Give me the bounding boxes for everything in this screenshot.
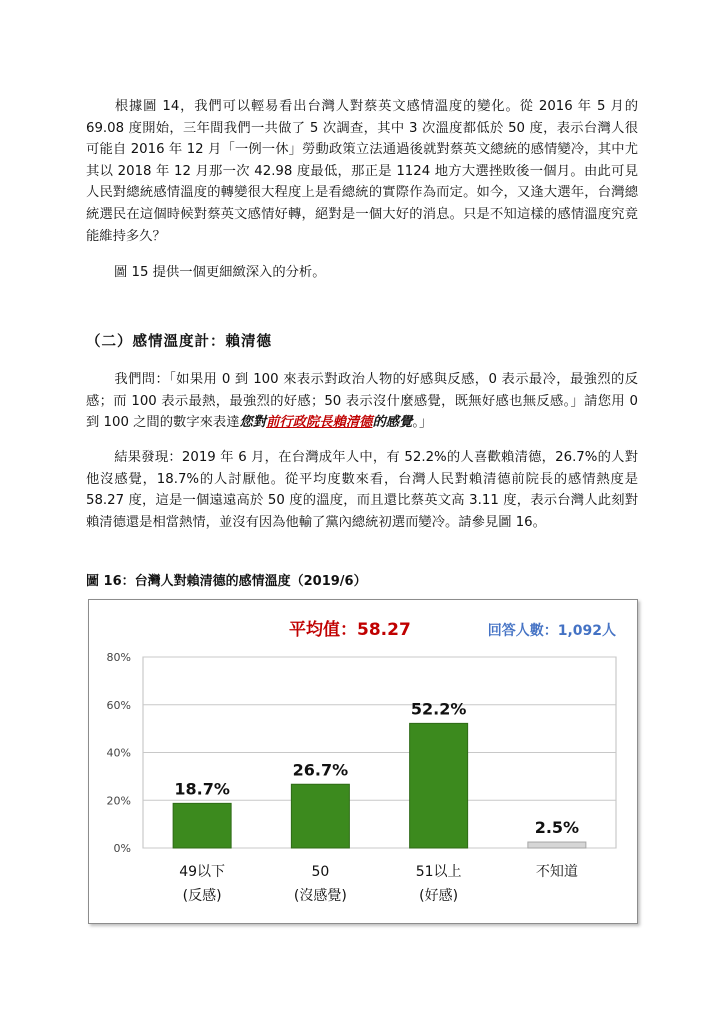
respondents-annotation: 回答人數：1,092人	[487, 623, 616, 639]
y-tick-label: 0%	[113, 842, 131, 855]
question-text: 我們問：「如果用 0 到 100 來表示對政治人物的好感與反感，0 表示最冷，最強烈的反感；而 100 表示最熱，最強烈的好感；50 表示沒什麼感覺，既無好感也無反感。」請您用 0 到 100 之間的數字來表達	[86, 372, 638, 431]
paragraph-text: 結果發現：2019 年 6 月，在台灣成年人中，有 52.2%的人喜歡賴清德，26.7%的人對他沒感覺，18.7%的人討厭他。從平均度數來看，台灣人民對賴清德前院長的感情熱度是 58.27 度，這是一個遠遠高於 50 度的溫度，而且還比蔡英文高 3.11 度，表示台灣人此刻對賴清德還是相當熱情，並沒有因為他輸了黨內總統初選而變冷。請參見圖 16。	[86, 450, 638, 530]
category-label: 不知道	[535, 864, 578, 880]
question-emphasis: 您對	[239, 415, 267, 431]
paragraph-tsai-trend	[86, 96, 638, 247]
chart-frame	[88, 599, 638, 924]
data-label: 2.5%	[534, 818, 580, 838]
question-close: 。」	[412, 415, 433, 431]
data-label: 52.2%	[410, 699, 467, 719]
paragraph-text: 圖 15 提供一個更細緻深入的分析。	[114, 265, 326, 280]
section-title: （二）感情溫度計：賴清德	[86, 334, 272, 350]
category-label: 51以上	[415, 864, 462, 880]
category-sublabel: (沒感覺)	[293, 888, 347, 904]
paragraph-text: 根據圖 14，我們可以輕易看出台灣人對蔡英文感情溫度的變化。從 2016 年 5 月的 69.08 度開始，三年間我們一共做了 5 次調查，其中 3 次溫度都低於 50 度，表示台灣人很可能自 2016 年 12 月「一例一休」勞動政策立法通過後就對蔡英文總統的感情變冷，其中尤其以 2018 年 12 月那一次 42.98 度最低，那正是 1124 地方大選挫敗後一個月。由此可見人民對總統感情溫度的轉變很大程度上是看總統的實際作為而定。如今，又逢大選年，台灣總統選民在這個時候對蔡英文感情好轉，絕對是一個大好的消息。只是不知這樣的感情溫度究竟能維持多久？	[86, 99, 638, 244]
bar	[410, 723, 468, 848]
bar-chart	[89, 600, 637, 923]
data-label: 18.7%	[174, 779, 230, 799]
category-sublabel: (反感)	[182, 888, 222, 904]
question-subject: 前行政院長賴清德	[266, 415, 373, 431]
paragraph-figure15-ref	[86, 262, 638, 284]
figure-caption: 圖 16：台灣人對賴清德的感情溫度（2019/6）	[86, 574, 367, 589]
data-label: 26.7%	[292, 760, 349, 780]
bar	[528, 842, 586, 848]
y-tick-label: 60%	[106, 698, 131, 712]
y-tick-label: 20%	[106, 794, 131, 808]
bar	[291, 784, 349, 848]
paragraph-findings	[86, 447, 638, 533]
y-tick-label: 80%	[106, 651, 131, 664]
category-label: 49以下	[179, 864, 226, 880]
bar	[173, 803, 231, 848]
category-sublabel: (好感)	[419, 888, 459, 904]
paragraph-question	[86, 369, 638, 434]
y-tick-label: 40%	[106, 746, 131, 760]
mean-annotation: 平均值：58.27	[289, 620, 411, 640]
plot-area	[107, 651, 616, 904]
question-emphasis-end: 的感覺	[372, 415, 413, 431]
category-label: 50	[311, 864, 330, 880]
